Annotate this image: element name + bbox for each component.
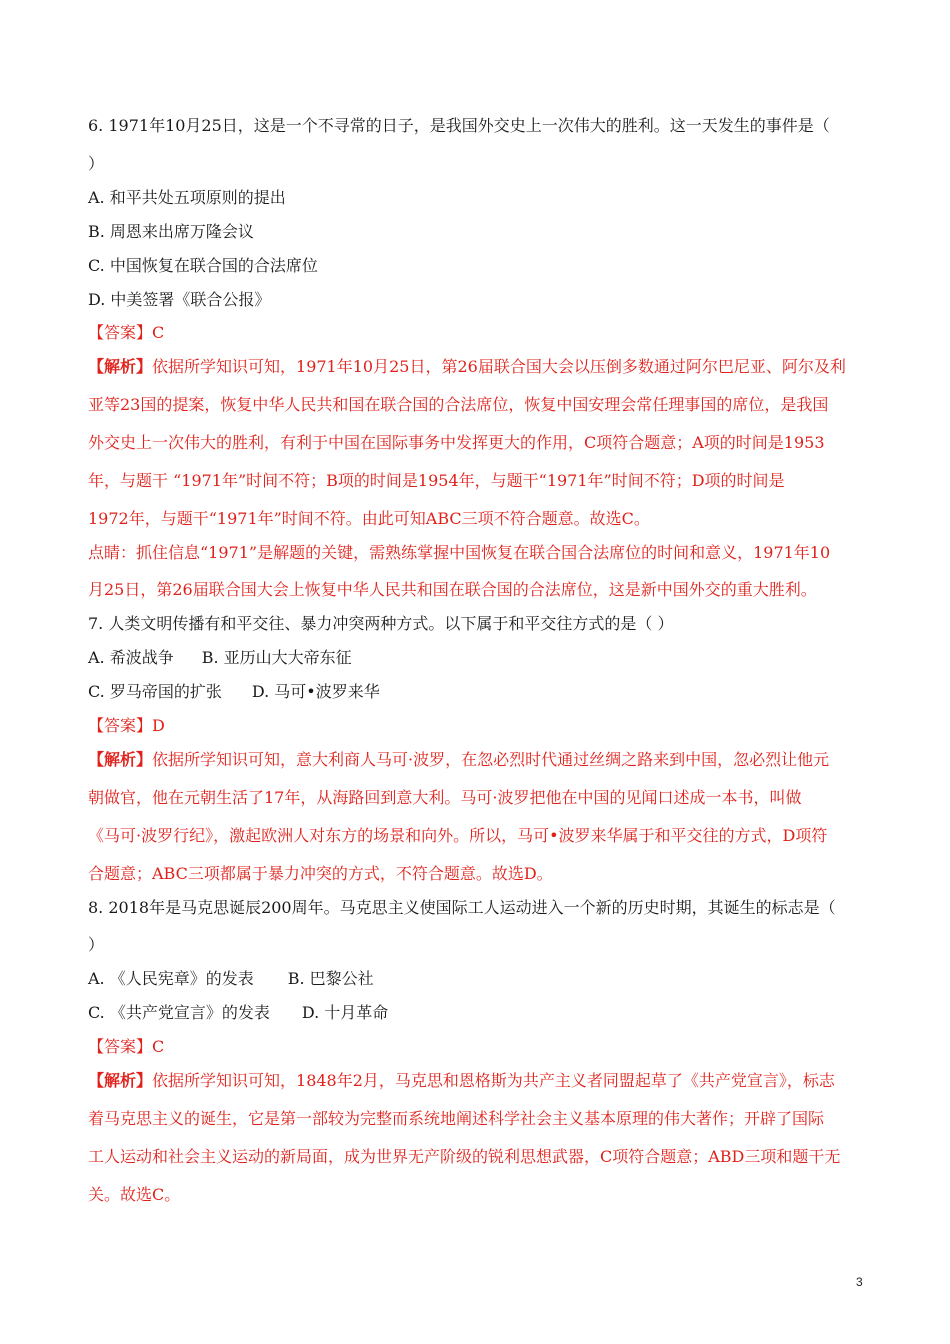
- question-6-analysis-line-1: [88, 357, 846, 377]
- question-6-stem-line-2: ）: [88, 154, 105, 173]
- question-6-option-d: D. 中美签署《联合公报》: [88, 290, 271, 309]
- question-8-option-c: C. 《共产党宣言》的发表: [88, 1003, 270, 1022]
- question-7-option-b: B. 亚历山大大帝东征: [201, 648, 352, 667]
- question-6-analysis-line-2: 亚等23国的提案，恢复中华人民共和国在联合国的合法席位，恢复中国安理会常任理事国的席位，是我国: [88, 395, 829, 414]
- question-8-stem-line-2: ）: [88, 935, 105, 954]
- page-number: 3: [856, 1275, 863, 1289]
- question-7-option-d: D. 马可•波罗来华: [251, 682, 380, 701]
- question-8-option-a: A. 《人民宪章》的发表: [88, 969, 254, 988]
- question-7-analysis-line-3: 《马可·波罗行纪》，激起欧洲人对东方的场景和向外。所以，马可•波罗来华属于和平交往的方式，D项符: [88, 826, 828, 845]
- question-7-options-row-2: [88, 682, 380, 702]
- question-7-options-row-1: [88, 648, 352, 668]
- question-6-analysis-line-4: 年，与题干 “1971年”时间不符；B项的时间是1954年，与题干“1971年”时间不符；D项的时间是: [88, 471, 785, 490]
- analysis-text: 依据所学知识可知，意大利商人马可·波罗，在忽必烈时代通过丝绸之路来到中国，忽必烈让他元: [152, 750, 830, 769]
- question-7-analysis-line-1: [88, 750, 829, 770]
- question-6-tip-line-1: 点睛：抓住信息“1971”是解题的关键，需熟练掌握中国恢复在联合国合法席位的时间和意义，1971年10: [88, 543, 831, 562]
- question-8-option-d: D. 十月革命: [301, 1003, 389, 1022]
- question-7-analysis-line-2: 朝做官，他在元朝生活了17年，从海路回到意大利。马可·波罗把他在中国的见闻口述成一本书，叫做: [88, 788, 802, 807]
- question-8-option-b: B. 巴黎公社: [287, 969, 374, 988]
- question-7-option-c: C. 罗马帝国的扩张: [88, 682, 222, 701]
- question-8-answer: 【答案】C: [88, 1037, 165, 1056]
- question-6-option-b: B. 周恩来出席万隆会议: [88, 222, 254, 241]
- analysis-label: 【解析】: [88, 357, 153, 376]
- analysis-label: 【解析】: [88, 750, 153, 769]
- question-8-analysis-line-4: 关。故选C。: [88, 1185, 181, 1204]
- question-6-answer: 【答案】C: [88, 323, 165, 342]
- question-8-analysis-line-1: [88, 1071, 835, 1091]
- question-6-analysis-line-3: 外交史上一次伟大的胜利，有利于中国在国际事务中发挥更大的作用，C项符合题意；A项的时间是1953: [88, 433, 825, 452]
- question-6-tip-line-2: 月25日，第26届联合国大会上恢复中华人民共和国在联合国的合法席位，这是新中国外交的重大胜利。: [88, 580, 817, 599]
- question-8-analysis-line-2: 着马克思主义的诞生，它是第一部较为完整而系统地阐述科学社会主义基本原理的伟大著作；开辟了国际: [88, 1109, 825, 1128]
- question-7-answer: 【答案】D: [88, 716, 165, 735]
- question-8-options-row-2: [88, 1003, 388, 1023]
- analysis-text: 依据所学知识可知，1971年10月25日，第26届联合国大会以压倒多数通过阿尔巴尼亚、阿尔及利: [152, 357, 846, 376]
- question-7-stem: 7. 人类文明传播有和平交往、暴力冲突两种方式。以下属于和平交往方式的是（ ）: [88, 614, 674, 633]
- question-6-analysis-line-5: 1972年，与题干“1971年”时间不符。由此可知ABC三项不符合题意。故选C。: [88, 509, 650, 528]
- question-8-analysis-line-3: 工人运动和社会主义运动的新局面，成为世界无产阶级的锐利思想武器，C项符合题意；ABD三项和题干无: [88, 1147, 841, 1166]
- question-6-option-c: C. 中国恢复在联合国的合法席位: [88, 256, 318, 275]
- analysis-label: 【解析】: [88, 1071, 153, 1090]
- analysis-text: 依据所学知识可知，1848年2月，马克思和恩格斯为共产主义者同盟起草了《共产党宣言》，标志: [152, 1071, 835, 1090]
- question-6-stem-line-1: 6. 1971年10月25日，这是一个不寻常的日子，是我国外交史上一次伟大的胜利。这一天发生的事件是（: [88, 116, 830, 135]
- question-8-stem-line-1: 8. 2018年是马克思诞辰200周年。马克思主义使国际工人运动进入一个新的历史时期，其诞生的标志是（: [88, 898, 836, 917]
- question-7-analysis-line-4: 合题意；ABC三项都属于暴力冲突的方式，不符合题意。故选D。: [88, 864, 553, 883]
- question-6-option-a: A. 和平共处五项原则的提出: [88, 188, 286, 207]
- question-8-options-row-1: [88, 969, 374, 989]
- question-7-option-a: A. 希波战争: [88, 648, 174, 667]
